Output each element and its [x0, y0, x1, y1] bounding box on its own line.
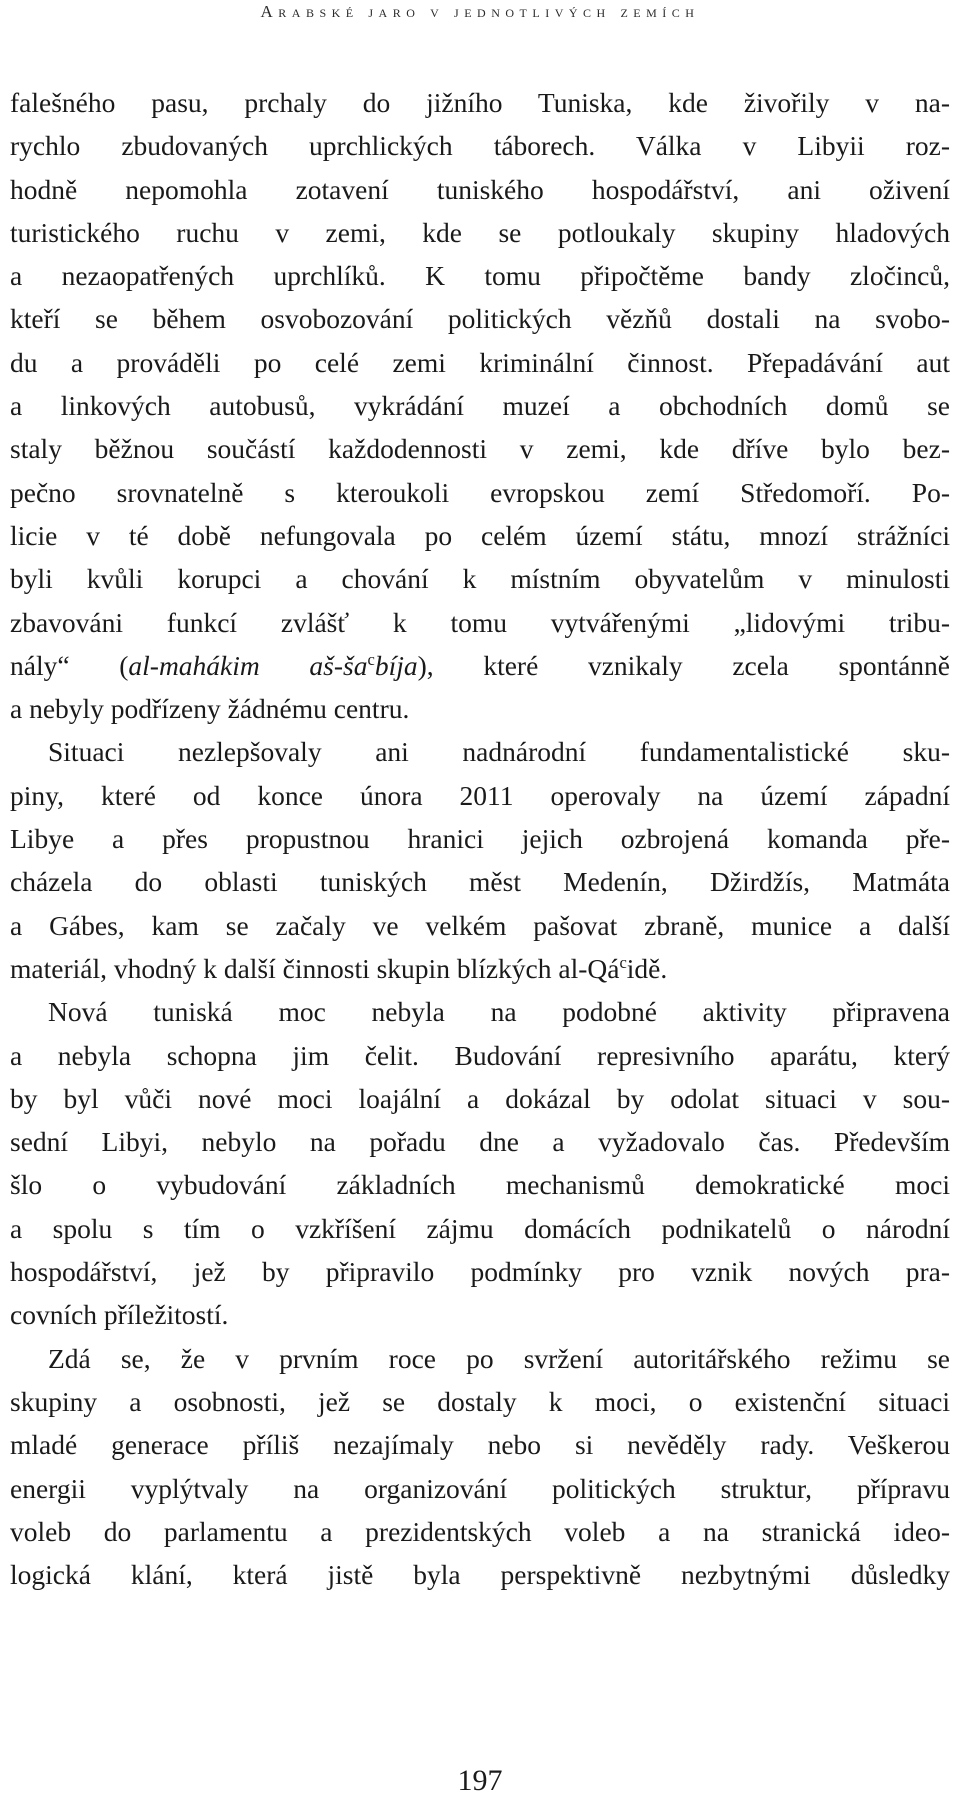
text-line: skupiny a osobnosti, jež se dostaly k moci, o existenční situaci [10, 1385, 950, 1417]
text-line: Libye a přes propustnou hranici jejich ozbrojená komanda pře- [10, 823, 950, 855]
text-line: a linkových autobusů, vykrádání muzeí a obchodních domů se [10, 390, 950, 422]
text-line: staly běžnou součástí každodennosti v zemi, kde dříve bylo bez- [10, 433, 950, 465]
paragraph-1 [10, 81, 950, 730]
text-line: logická klání, která jistě byla perspektivně nezbytnými důsledky [10, 1559, 950, 1591]
text-line: piny, které od konce února 2011 operovaly na území západní [10, 779, 950, 811]
text-line: covních příležitostí. [10, 1299, 229, 1331]
text-line: Situaci nezlepšovaly ani nadnárodní fundamentalistické sku- [48, 736, 950, 768]
text-line: mladé generace příliš nezajímaly nebo si nevěděly rady. Veškerou [10, 1429, 950, 1461]
text-line: pečno srovnatelně s kteroukoli evropskou zemí Středomoří. Po- [10, 476, 950, 508]
page-number: 197 [457, 1764, 503, 1797]
ayn-superscript: c [619, 952, 627, 972]
paragraph-4 [10, 1337, 950, 1597]
transliteration-italic: bíja [374, 649, 418, 681]
text-line: sední Libyi, nebylo na pořadu dne a vyžadovalo čas. Především [10, 1126, 950, 1158]
text-line: falešného pasu, prchaly do jižního Tuniska, kde živořily v na- [10, 87, 950, 118]
text-fragment: materiál, vhodný k další činnosti skupin blízkých al-Qá [10, 952, 620, 984]
text-line: šlo o vybudování základních mechanismů demokratické moci [10, 1169, 950, 1201]
text-fragment: ), které vznikaly zcela spontánně [417, 649, 950, 681]
text-fragment: idě. [626, 952, 668, 984]
text-line: a nebyla schopna jim čelit. Budování represivního aparátu, který [10, 1039, 950, 1071]
text-line: licie v té době nefungovala po celém území státu, mnozí strážníci [10, 519, 950, 551]
text-line: turistického ruchu v zemi, kde se potloukaly skupiny hladových [10, 216, 950, 248]
text-line: Zdá se, že v prvním roce po svržení autoritářského režimu se [48, 1342, 950, 1374]
text-line: a nezaopatřených uprchlíků. K tomu připočtěme bandy zločinců, [10, 260, 950, 292]
text-line: du a prováděli po celé zemi kriminální činnost. Přepadávání aut [10, 346, 950, 378]
text-line: cházela do oblasti tuniských měst Medenín, Džirdžís, Matmáta [10, 866, 950, 898]
body-text [10, 81, 950, 1596]
text-line: hodně nepomohla zotavení tuniského hospodářství, ani oživení [10, 173, 950, 205]
text-line: kteří se během osvobozování politických vězňů dostali na svobo- [10, 303, 950, 335]
text-line: a Gábes, kam se začaly ve velkém pašovat zbraně, munice a další [10, 909, 950, 941]
running-header: Arabské jaro v jednotlivých zemích [260, 2, 700, 21]
text-line: Nová tuniská moc nebyla na podobné aktivity připravena [48, 996, 950, 1028]
text-line: energii vyplýtvaly na organizování politických struktur, přípravu [10, 1472, 950, 1504]
text-fragment: nály“ ( [10, 649, 129, 681]
text-line: rychlo zbudovaných uprchlických táborech. Válka v Libyii roz- [10, 130, 950, 162]
transliteration-italic: al-mahákim aš-ša [128, 649, 368, 681]
text-line: by byl vůči nové moci loajální a dokázal by odolat situaci v sou- [10, 1082, 950, 1114]
text-line: hospodářství, jež by připravilo podmínky pro vznik nových pra- [10, 1256, 950, 1288]
text-line: voleb do parlamentu a prezidentských voleb a na stranická ideo- [10, 1515, 950, 1547]
paragraph-2 [10, 730, 950, 990]
text-line-with-transliteration [10, 644, 950, 687]
paragraph-3 [10, 990, 950, 1336]
ayn-superscript: c [367, 649, 375, 669]
text-line [10, 947, 950, 990]
text-line: a spolu s tím o vzkříšení zájmu domácích podnikatelů o národní [10, 1212, 950, 1244]
text-line: a nebyly podřízeny žádnému centru. [10, 693, 410, 725]
text-line: zbavováni funkcí zvlášť k tomu vytvářenými „lidovými tribu- [10, 606, 950, 638]
text-line: byli kvůli korupci a chování k místním obyvatelům v minulosti [10, 563, 950, 595]
